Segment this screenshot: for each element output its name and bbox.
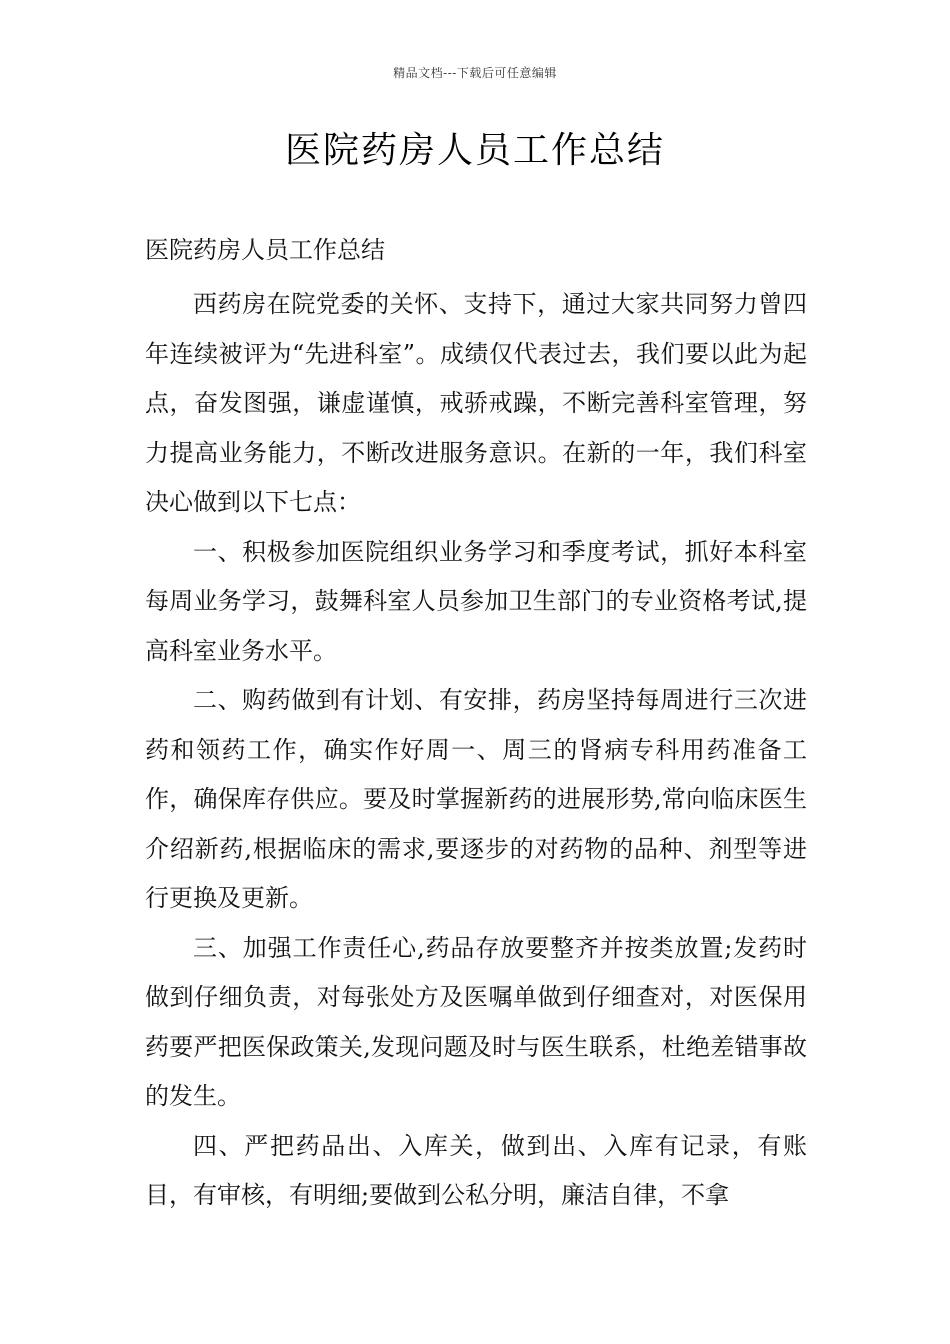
paragraph-point-2: 二、购药做到有计划、有安排，药房坚持每周进行三次进药和领药工作，确实作好周一、周三的肾病专科用药准备工作，确保库存供应。要及时掌握新药的进展形势,常向临床医生介绍新药,根据临床的需求,要逐步的对药物的品种、剂型等进行更换及更新。 (145, 686, 807, 912)
document-subtitle: 医院药房人员工作总结 (145, 236, 385, 264)
paragraph-point-3: 三、加强工作责任心,药品存放要整齐并按类放置;发药时做到仔细负责，对每张处方及医嘱单做到仔细查对，对医保用药要严把医保政策关,发现问题及时与医生联系，杜绝差错事故的发生。 (145, 933, 807, 1110)
paragraph-intro: 西药房在院党委的关怀、支持下，通过大家共同努力曾四年连续被评为“先进科室”。成绩仅代表过去，我们要以此为起点，奋发图强，谦虚谨慎，戒骄戒躁，不断完善科室管理，努力提高业务能力，不断改进服务意识。在新的一年，我们科室决心做到以下七点： (145, 290, 807, 516)
paragraph-point-4: 四、严把药品出、入库关，做到出、入库有记录，有账目，有审核，有明细;要做到公私分明，廉洁自律，不拿 (145, 1131, 807, 1209)
paragraph-point-1: 一、积极参加医院组织业务学习和季度考试，抓好本科室每周业务学习，鼓舞科室人员参加卫生部门的专业资格考试,提高科室业务水平。 (145, 537, 807, 665)
document-body (145, 230, 807, 1221)
document-title: 医院药房人员工作总结 (284, 130, 665, 171)
header-note: 精品文档---下载后可任意编辑 (393, 66, 557, 80)
